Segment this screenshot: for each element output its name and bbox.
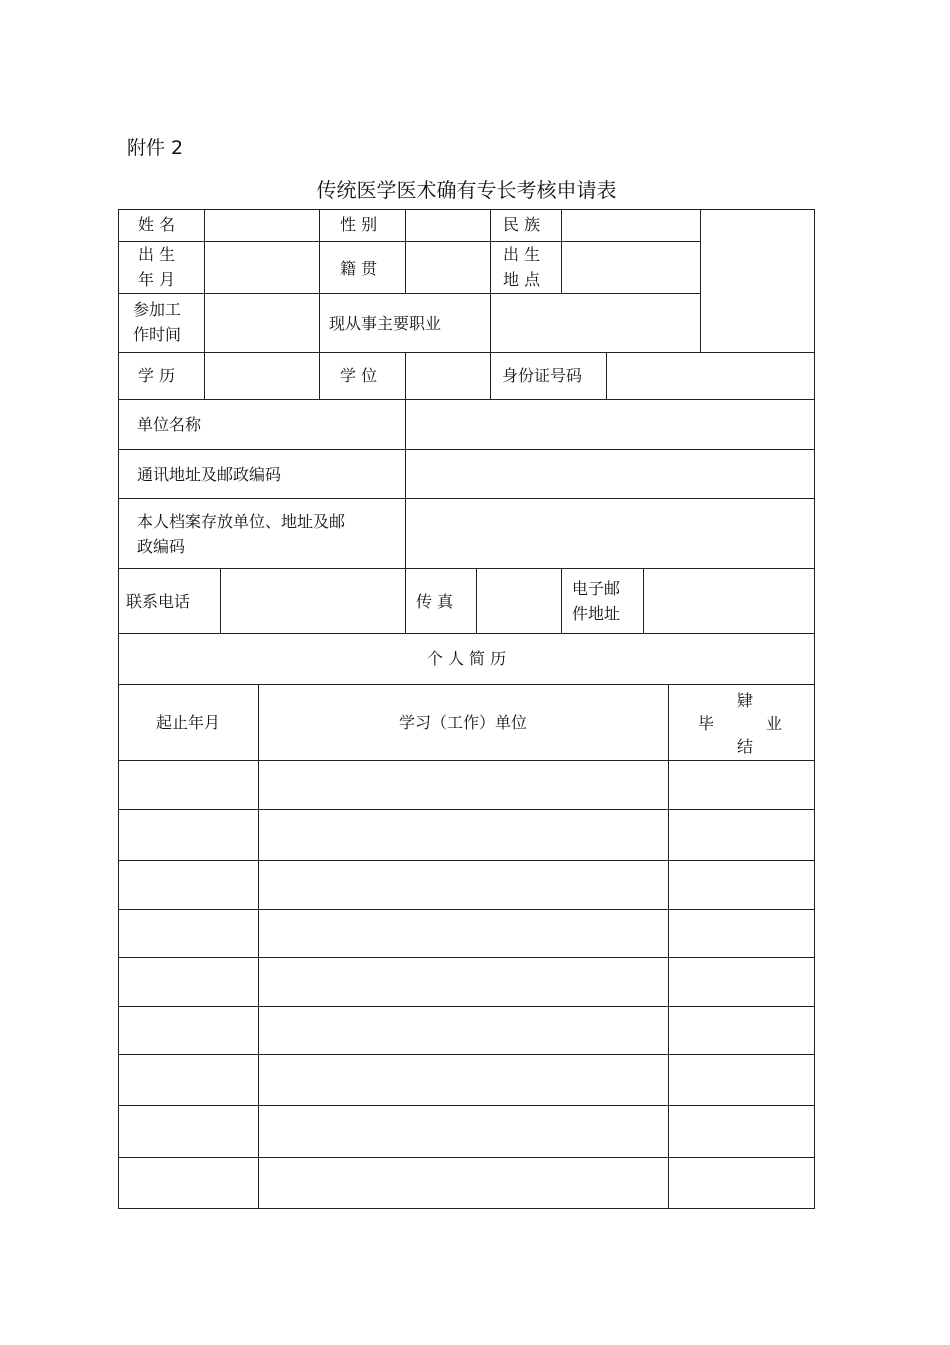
id-number-label: 身份证号码 [502,366,583,385]
grid-line [118,860,815,861]
grid-line [319,209,320,352]
grid-line [606,352,607,399]
grid-line [668,684,669,1209]
grid-line [405,568,406,633]
grid-line [561,209,562,293]
grid-line [258,684,259,1209]
ethnicity-label: 民 族 [503,215,541,234]
grid-line [220,568,221,633]
grid-line [405,209,406,293]
grid-line [118,684,815,685]
grid-line [476,568,477,633]
degree-label: 学 位 [340,366,378,385]
address-label: 通讯地址及邮政编码 [137,465,282,484]
grid-line [118,568,815,569]
phone-label: 联系电话 [126,592,191,611]
grid-line [118,633,815,634]
grid-line [118,1054,815,1055]
grid-line [204,352,205,399]
grid-line [204,209,205,352]
birth-place-label-line1: 出 生 [503,245,541,264]
grid-line [643,568,644,633]
organization-label: 单位名称 [137,415,202,434]
work-start-label-line2: 作时间 [133,325,182,344]
grid-line [118,1157,815,1158]
grid-line [118,909,815,910]
native-place-label: 籍 贯 [340,259,378,278]
witness-column-header-part2: 毕 [698,714,715,733]
grid-line [118,449,815,450]
witness-column-header-part3: 业 [766,714,783,733]
name-label: 姓 名 [138,215,176,234]
email-label-line2: 件地址 [572,604,621,623]
grid-line [118,1006,815,1007]
birth-date-label-line1: 出 生 [138,245,176,264]
page-title: 传统医学医术确有专长考核申请表 [316,178,617,202]
archive-label-line1: 本人档案存放单位、地址及邮 [137,512,346,531]
resume-section-title: 个 人 简 历 [426,649,507,668]
grid-line [118,293,700,294]
birth-place-label-line2: 地 点 [503,270,541,289]
witness-column-header-part1: 肄 [737,691,754,710]
gender-label: 性 别 [340,215,378,234]
grid-line [319,352,320,399]
birth-date-label-line2: 年 月 [138,270,176,289]
grid-line [118,1105,815,1106]
grid-line [405,399,406,568]
grid-line [118,809,815,810]
witness-column-header-part4: 结 [737,737,754,756]
unit-column-header: 学习（工作）单位 [398,713,527,732]
grid-line [118,352,815,353]
education-label: 学 历 [138,366,176,385]
grid-line [405,352,406,399]
grid-line [118,498,815,499]
grid-line [118,241,700,242]
period-column-header: 起止年月 [155,713,220,732]
grid-line [118,399,815,400]
grid-line [561,568,562,633]
attachment-label: 附件 2 [127,137,184,159]
grid-line [118,957,815,958]
work-start-label-line1: 参加工 [133,300,182,319]
fax-label: 传 真 [416,592,454,611]
email-label-line1: 电子邮 [572,579,621,598]
grid-line [700,209,701,352]
occupation-label: 现从事主要职业 [329,314,442,333]
grid-line [490,209,491,352]
grid-line [490,352,491,399]
archive-label-line2: 政编码 [137,537,186,556]
grid-line [118,760,815,761]
form-border [118,209,815,1209]
